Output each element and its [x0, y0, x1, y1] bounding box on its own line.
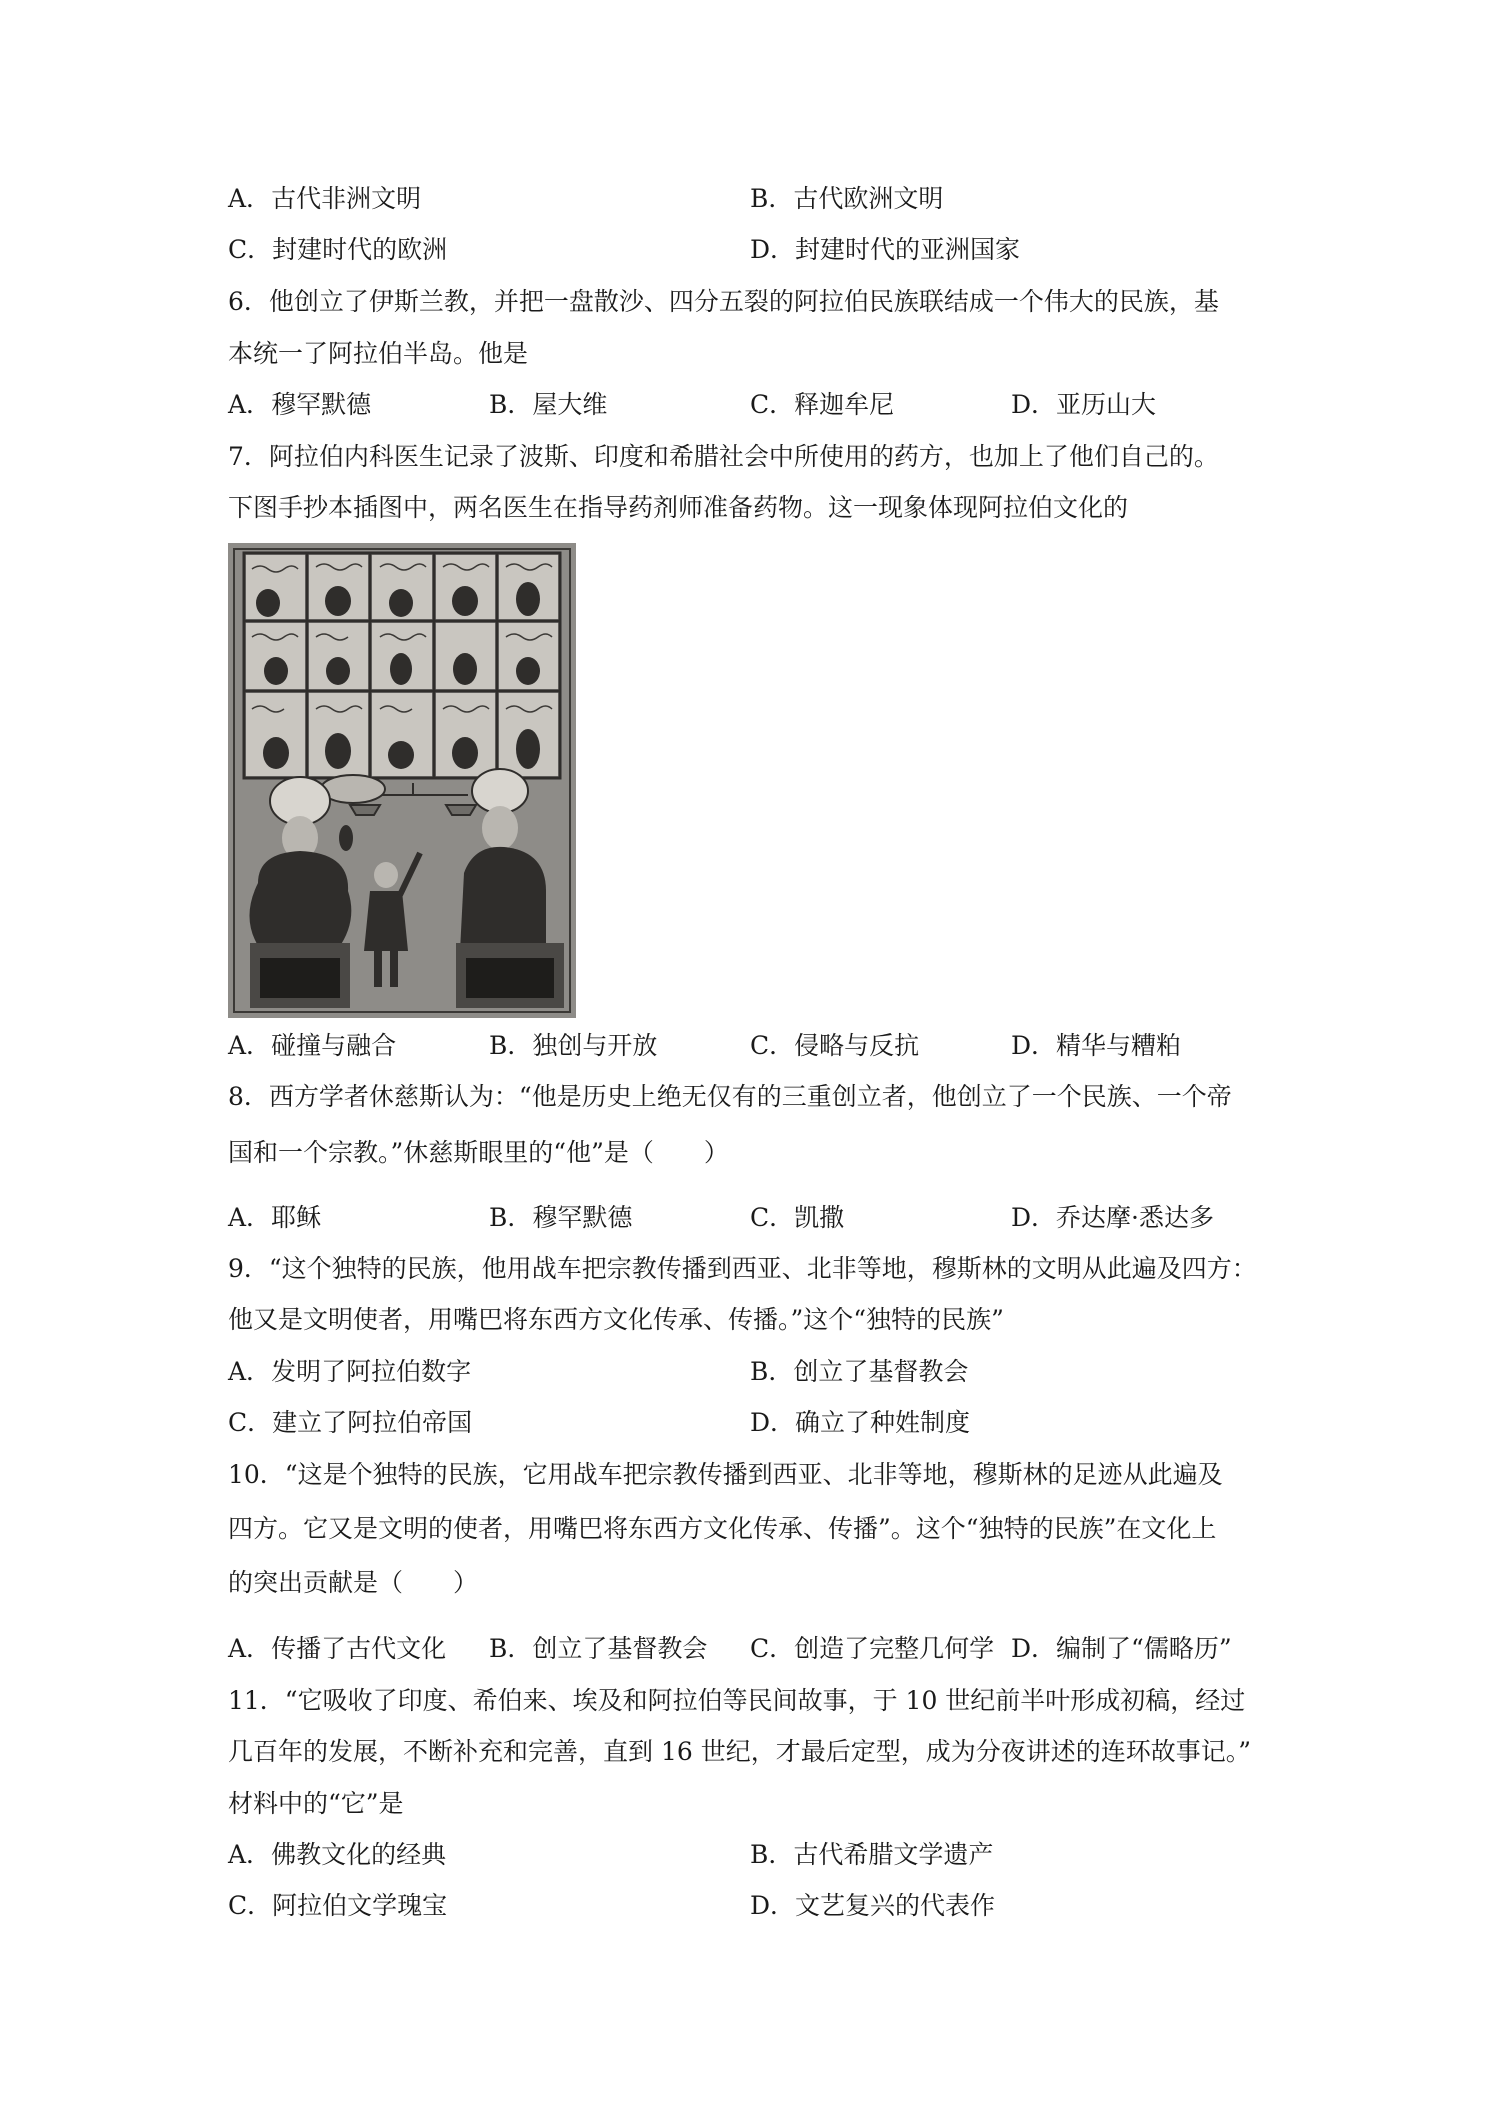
q9-option-c[interactable]: C．建立了阿拉伯帝国: [228, 1408, 473, 1437]
q5-option-d[interactable]: D．封建时代的亚洲国家: [750, 235, 1021, 264]
q6-option-c[interactable]: C．释迦牟尼: [750, 390, 895, 419]
q9-option-d[interactable]: D．确立了种姓制度: [750, 1408, 971, 1437]
q7-option-d[interactable]: D．精华与糟粕: [1011, 1031, 1182, 1060]
pharmacy-manuscript-illustration: [228, 543, 576, 1018]
q8-option-c[interactable]: C．凯撒: [750, 1203, 845, 1232]
q7-option-a[interactable]: A．碰撞与融合: [228, 1031, 397, 1060]
q9-stem-line-2: 他又是文明使者，用嘴巴将东西方文化传承、传播。”这个“独特的民族”: [228, 1305, 1004, 1334]
q11-option-b[interactable]: B．古代希腊文学遗产: [750, 1840, 994, 1869]
q10-stem-line-2: 四方。它又是文明的使者，用嘴巴将东西方文化传承、传播”。这个“独特的民族”在文化上: [228, 1514, 1217, 1543]
q7-option-c[interactable]: C．侵略与反抗: [750, 1031, 920, 1060]
q7-option-b[interactable]: B．独创与开放: [489, 1031, 658, 1060]
q6-option-a[interactable]: A．穆罕默德: [228, 390, 372, 419]
q8-option-d[interactable]: D．乔达摩·悉达多: [1011, 1203, 1214, 1232]
q8-stem-line-2: 国和一个宗教。”休慈斯眼里的“他”是（ ）: [228, 1138, 729, 1167]
q10-option-b[interactable]: B．创立了基督教会: [489, 1634, 708, 1663]
q7-stem-line-1: 7．阿拉伯内科医生记录了波斯、印度和希腊社会中所使用的药方，也加上了他们自己的。: [228, 442, 1219, 471]
q11-option-a[interactable]: A．佛教文化的经典: [228, 1840, 447, 1869]
q10-stem-line-1: 10．“这是个独特的民族，它用战车把宗教传播到西亚、北非等地，穆斯林的足迹从此遍及: [228, 1460, 1223, 1489]
q5-option-c[interactable]: C．封建时代的欧洲: [228, 235, 448, 264]
q6-stem-line-2: 本统一了阿拉伯半岛。他是: [228, 339, 529, 368]
q11-stem-line-2: 几百年的发展，不断补充和完善，直到 16 世纪，才最后定型，成为分夜讲述的连环故事记。”: [228, 1737, 1251, 1766]
q6-option-d[interactable]: D．亚历山大: [1011, 390, 1157, 419]
q5-option-a[interactable]: A．古代非洲文明: [228, 184, 422, 213]
q6-stem-line-1: 6．他创立了伊斯兰教，并把一盘散沙、四分五裂的阿拉伯民族联结成一个伟大的民族，基: [228, 287, 1219, 316]
q11-option-c[interactable]: C．阿拉伯文学瑰宝: [228, 1891, 448, 1920]
q5-option-b[interactable]: B．古代欧洲文明: [750, 184, 944, 213]
q11-stem-line-1: 11．“它吸收了印度、希伯来、埃及和阿拉伯等民间故事，于 10 世纪前半叶形成初稿，经过: [228, 1686, 1246, 1715]
q6-option-b[interactable]: B．屋大维: [489, 390, 608, 419]
q10-option-a[interactable]: A．传播了古代文化: [228, 1634, 447, 1663]
q11-stem-line-3: 材料中的“它”是: [228, 1789, 404, 1818]
q8-option-b[interactable]: B．穆罕默德: [489, 1203, 633, 1232]
q8-option-a[interactable]: A．耶稣: [228, 1203, 322, 1232]
q9-option-a[interactable]: A．发明了阿拉伯数字: [228, 1357, 472, 1386]
q10-stem-line-3: 的突出贡献是（ ）: [228, 1568, 479, 1597]
q7-stem-line-2: 下图手抄本插图中，两名医生在指导药剂师准备药物。这一现象体现阿拉伯文化的: [228, 493, 1129, 522]
q10-option-d[interactable]: D．编制了“儒略历”: [1011, 1634, 1232, 1663]
q11-option-d[interactable]: D．文艺复兴的代表作: [750, 1891, 996, 1920]
q9-stem-line-1: 9．“这个独特的民族，他用战车把宗教传播到西亚、北非等地，穆斯林的文明从此遍及四方：: [228, 1254, 1257, 1283]
q8-stem-line-1: 8．西方学者休慈斯认为：“他是历史上绝无仅有的三重创立者，他创立了一个民族、一个帝: [228, 1082, 1232, 1111]
q9-option-b[interactable]: B．创立了基督教会: [750, 1357, 969, 1386]
q10-option-c[interactable]: C．创造了完整几何学: [750, 1634, 995, 1663]
